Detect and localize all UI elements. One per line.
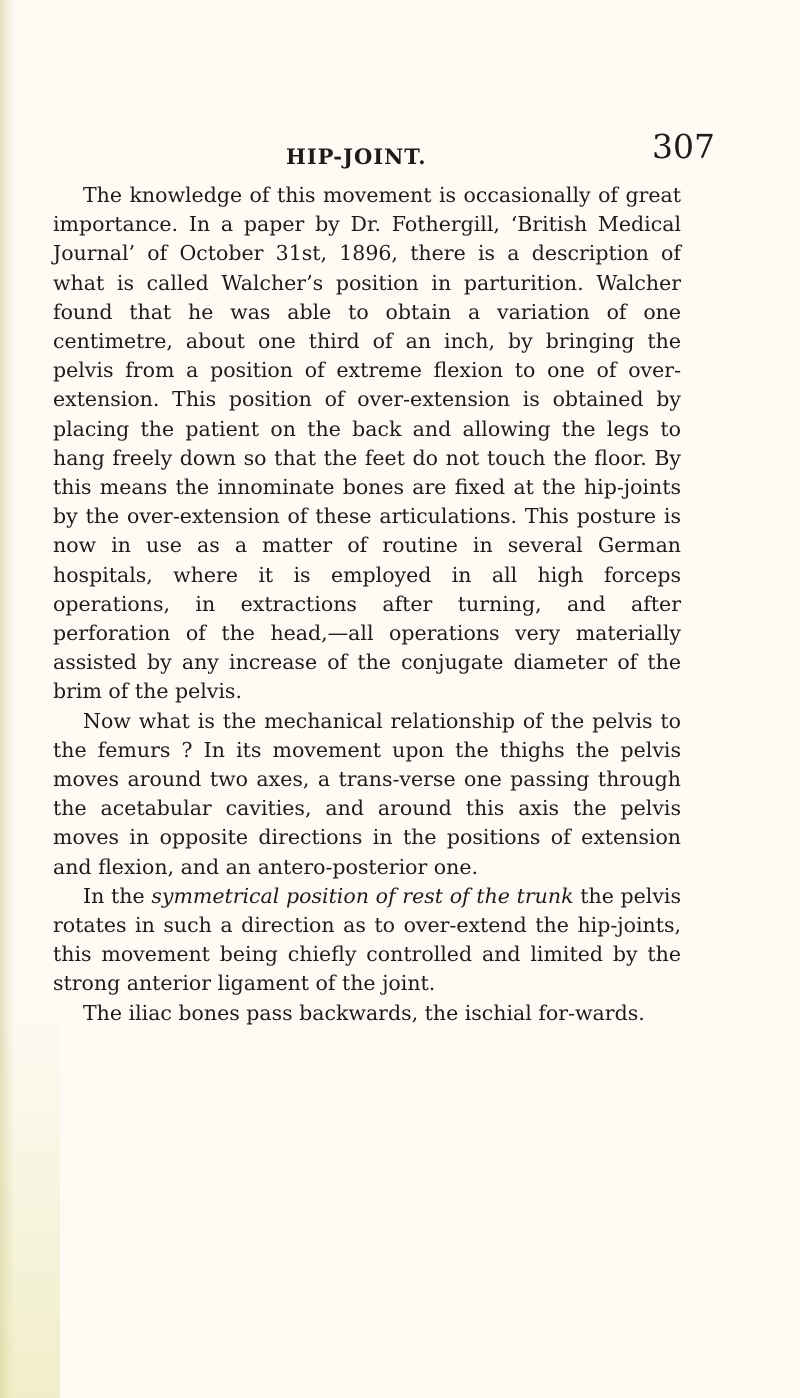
paragraph-3 xyxy=(53,882,681,999)
paragraph-4: The iliac bones pass backwards, the ischial for-wards. xyxy=(83,1000,645,1025)
paragraph-2: Now what is the mechanical relationship of the pelvis to the femurs ? In its movement upon the thighs the pelvis moves around two axes, a trans-verse one passing through the acetabular cavities, and around this axis the pelvis moves in opposite directions in the positions of extension and flexion, and an antero-posterior one. xyxy=(53,708,681,879)
paragraph-3-rest: the pelvis rotates in such a direction as to over-extend the hip-joints, this movement being chiefly controlled and limited by the strong anterior ligament of the joint. xyxy=(53,883,682,996)
running-head: HIP-JOINT. xyxy=(286,144,427,169)
page-corner-stain xyxy=(0,1000,60,1398)
paragraph-3-lead: In the xyxy=(83,883,145,908)
body-text xyxy=(53,181,681,1028)
page-number: 307 xyxy=(652,127,715,166)
paragraph-3-italic: symmetrical position of rest of the trunk xyxy=(151,883,574,908)
paragraph-1: The knowledge of this movement is occasionally of great importance. In a paper by Dr. Fothergill, ‘British Medical Journal’ of October 31st, 1896, there is a description of what is called Walcher’s position in parturition. Walcher found that he was able to obtain a variation of one centimetre, about one third of an inch, by bringing the pelvis from a position of extreme flexion to one of over-extension. This position of over-extension is obtained by placing the patient on the back and allowing the legs to hang freely down so that the feet do not touch the floor. By this means the innominate bones are fixed at the hip-joints by the over-extension of these articulations. This posture is now in use as a matter of routine in several German hospitals, where it is employed in all high forceps operations, in extractions after turning, and after perforation of the head,—all operations very materially assisted by any increase of the conjugate diameter of the brim of the pelvis. xyxy=(53,183,681,704)
